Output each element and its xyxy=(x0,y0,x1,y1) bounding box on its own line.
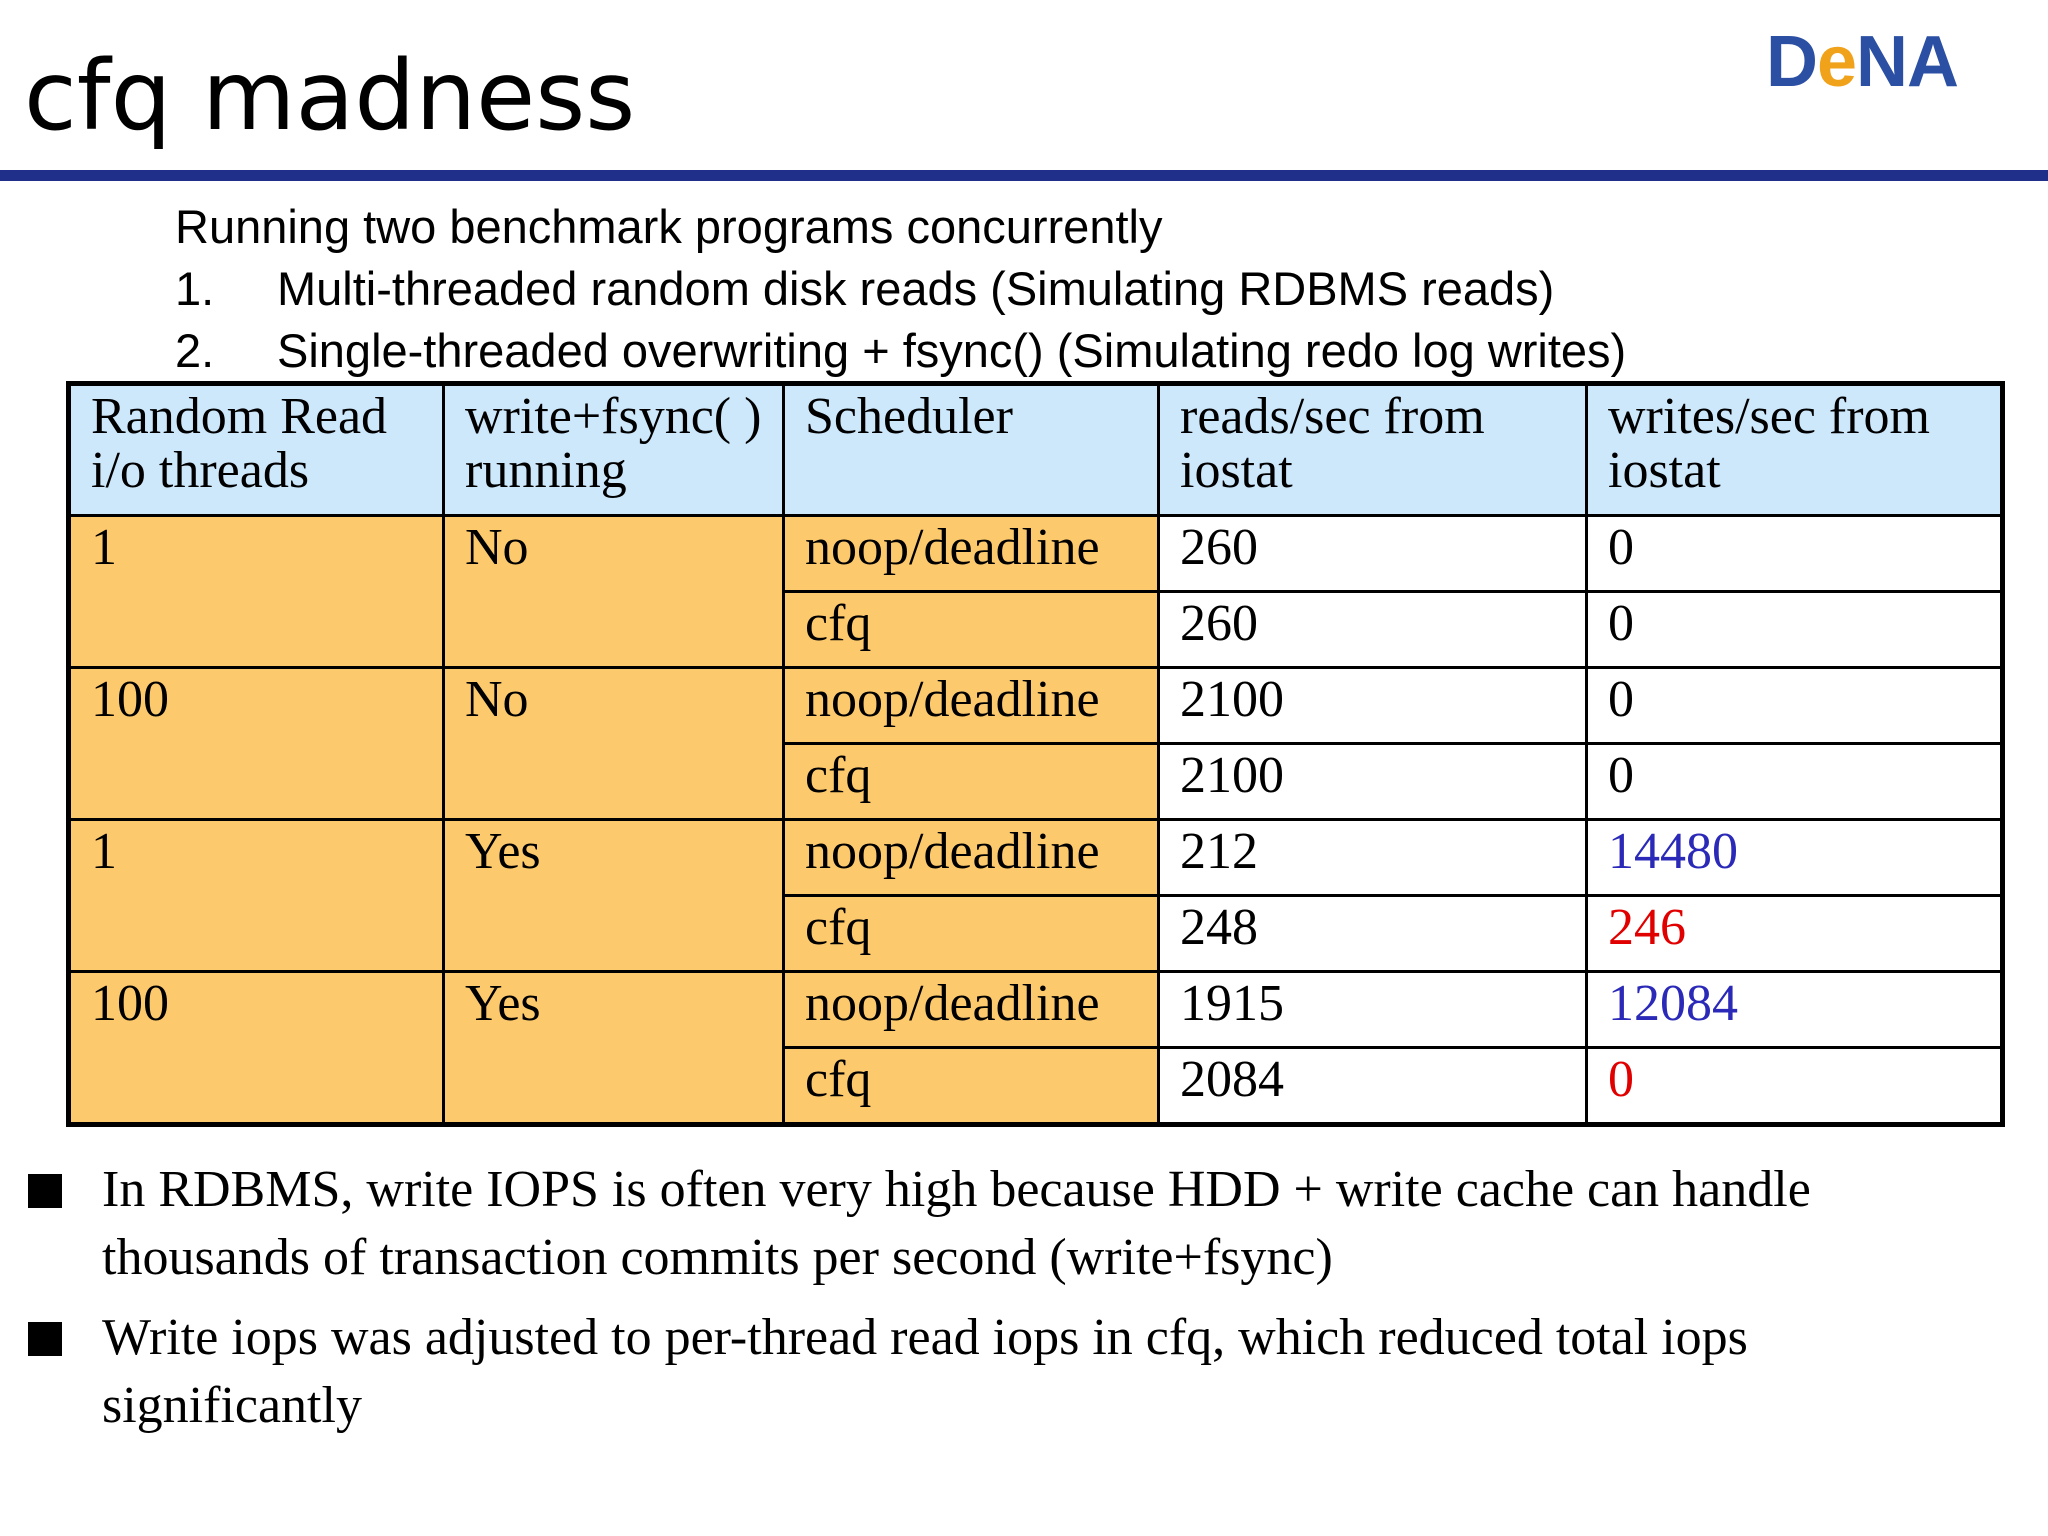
scheduler-cell: cfq xyxy=(784,1048,1159,1125)
header-cell: write+fsync( ) running xyxy=(444,384,784,516)
table-header-row xyxy=(69,384,2003,516)
logo-text-accent: e xyxy=(1817,22,1857,102)
logo-text-start: D xyxy=(1766,22,1817,102)
reads-cell: 248 xyxy=(1159,896,1587,972)
writes-cell: 0 xyxy=(1587,1048,2003,1125)
reads-cell: 2084 xyxy=(1159,1048,1587,1125)
intro-item-text: Multi-threaded random disk reads (Simulating RDBMS reads) xyxy=(277,262,1555,315)
table-row xyxy=(69,972,2003,1048)
bullet-text: Write iops was adjusted to per-thread read iops in cfq, which reduced total iops significantly xyxy=(102,1309,1748,1434)
benchmark-table xyxy=(66,381,2005,1127)
table-row xyxy=(69,668,2003,744)
running-cell: No xyxy=(444,516,784,668)
running-cell: Yes xyxy=(444,820,784,972)
writes-cell: 0 xyxy=(1587,668,2003,744)
writes-cell: 14480 xyxy=(1587,820,2003,896)
title-divider xyxy=(0,170,2048,181)
intro-heading: Running two benchmark programs concurrently xyxy=(175,200,1163,253)
writes-cell: 0 xyxy=(1587,592,2003,668)
bullet-text: In RDBMS, write IOPS is often very high because HDD + write cache can handle thousands of transaction commits per second (write+fsync) xyxy=(102,1161,1811,1286)
writes-cell: 0 xyxy=(1587,744,2003,820)
threads-cell: 1 xyxy=(69,516,444,668)
scheduler-cell: cfq xyxy=(784,896,1159,972)
reads-cell: 2100 xyxy=(1159,744,1587,820)
square-bullet-icon xyxy=(28,1174,62,1208)
logo-text-end: NA xyxy=(1856,22,1959,102)
reads-cell: 2100 xyxy=(1159,668,1587,744)
intro-item-number: 1. xyxy=(175,262,215,315)
reads-cell: 212 xyxy=(1159,820,1587,896)
table-row xyxy=(69,516,2003,592)
bullet-list xyxy=(24,1156,2014,1452)
intro-item xyxy=(175,320,1975,382)
intro-block xyxy=(175,196,1975,382)
reads-cell: 1915 xyxy=(1159,972,1587,1048)
header-cell: Scheduler xyxy=(784,384,1159,516)
header-cell: reads/sec from iostat xyxy=(1159,384,1587,516)
bullet-item xyxy=(24,1156,2014,1292)
running-cell: Yes xyxy=(444,972,784,1125)
scheduler-cell: noop/deadline xyxy=(784,516,1159,592)
header-cell: Random Read i/o threads xyxy=(69,384,444,516)
bullet-item xyxy=(24,1304,2014,1440)
writes-cell: 12084 xyxy=(1587,972,2003,1048)
scheduler-cell: noop/deadline xyxy=(784,972,1159,1048)
scheduler-cell: noop/deadline xyxy=(784,668,1159,744)
scheduler-cell: cfq xyxy=(784,592,1159,668)
reads-cell: 260 xyxy=(1159,516,1587,592)
square-bullet-icon xyxy=(28,1322,62,1356)
intro-item xyxy=(175,258,1975,320)
writes-cell: 0 xyxy=(1587,516,2003,592)
writes-cell: 246 xyxy=(1587,896,2003,972)
intro-item-text: Single-threaded overwriting + fsync() (Simulating redo log writes) xyxy=(277,324,1627,377)
running-cell: No xyxy=(444,668,784,820)
slide-title: cfq madness xyxy=(24,40,636,152)
header-cell: writes/sec from iostat xyxy=(1587,384,2003,516)
threads-cell: 1 xyxy=(69,820,444,972)
threads-cell: 100 xyxy=(69,972,444,1125)
reads-cell: 260 xyxy=(1159,592,1587,668)
table-row xyxy=(69,820,2003,896)
threads-cell: 100 xyxy=(69,668,444,820)
scheduler-cell: cfq xyxy=(784,744,1159,820)
dena-logo xyxy=(1766,14,2022,110)
scheduler-cell: noop/deadline xyxy=(784,820,1159,896)
intro-item-number: 2. xyxy=(175,324,215,377)
